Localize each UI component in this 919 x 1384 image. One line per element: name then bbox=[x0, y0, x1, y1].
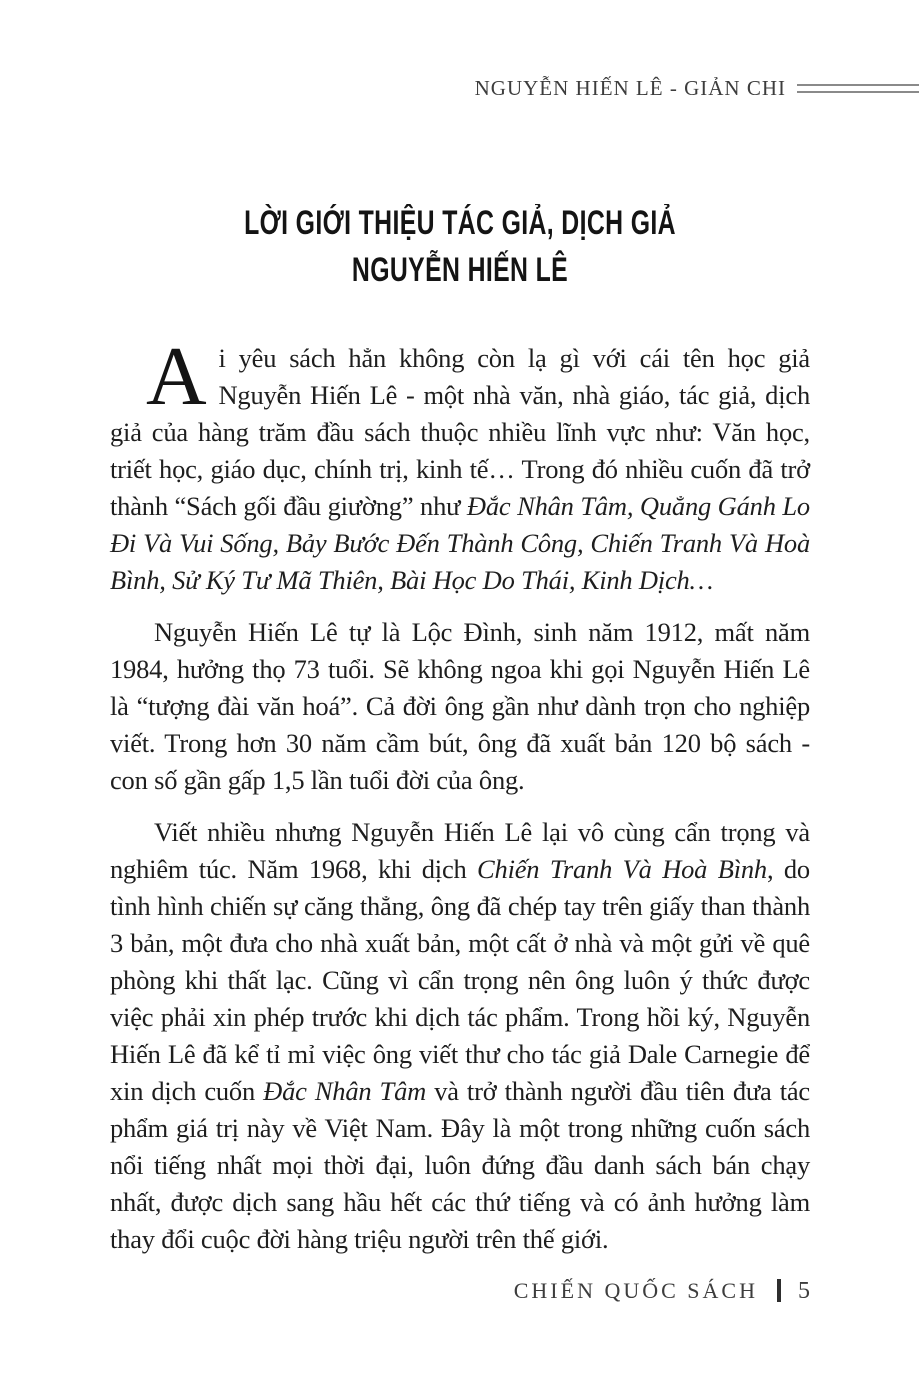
footer-separator-bar bbox=[777, 1279, 781, 1302]
page-header bbox=[0, 74, 919, 102]
text-run-italic: Chiến Tranh Và Hoà Bình bbox=[477, 854, 767, 884]
chapter-title-line-1: LỜI GIỚI THIỆU TÁC GIẢ, DỊCH GIẢ bbox=[244, 204, 676, 242]
text-run: Viết nhiều nhưng Nguyễn Hiến Lê lại vô cùng cẩn trọng và nghiêm túc. Năm 1968, khi dịch bbox=[110, 817, 810, 884]
text-run-italic: Đắc Nhân Tâm, Quẳng Gánh Lo Đi Và Vui Sống, Bảy Bước Đến Thành Công, Chiến Tranh Và Hoà Bình, Sử Ký Tư Mã Thiên, Bài Học Do Thái, Kinh Dịch… bbox=[110, 491, 810, 595]
text-run-italic: Đắc Nhân Tâm bbox=[263, 1076, 427, 1106]
page-footer bbox=[110, 1278, 810, 1305]
chapter-title-line-2: NGUYỄN HIẾN LÊ bbox=[351, 251, 569, 289]
text-run: Nguyễn Hiến Lê tự là Lộc Đình, sinh năm 1912, mất năm 1984, hưởng thọ 73 tuổi. Sẽ không ngoa khi gọi Nguyễn Hiến Lê là “tượng đài văn hoá”. Cả đời ông gần như dành trọn cho nghiệp viết. Trong hơn 30 năm cầm bút, ông đã xuất bản 120 bộ sách - con số gần gấp 1,5 lần tuổi đời của ông. bbox=[110, 617, 810, 795]
header-double-rule bbox=[797, 84, 919, 93]
paragraph bbox=[110, 330, 810, 599]
footer-book-title: CHIẾN QUỐC SÁCH bbox=[513, 1278, 758, 1303]
paragraph bbox=[110, 614, 810, 799]
text-run: i yêu sách hẳn không còn lạ gì với cái tên học giả Nguyễn Hiến Lê - một nhà văn, nhà giáo, tác giả, dịch giả của hàng trăm đầu sách thuộc nhiều lĩnh vực như: Văn học, triết học, giáo dục, chính trị, kinh tế… Trong đó nhiều cuốn đã trở thành “Sách gối đầu giường” như bbox=[110, 343, 810, 521]
paragraph bbox=[110, 814, 810, 1258]
text-run: , do tình hình chiến sự căng thẳng, ông đã chép tay trên giấy than thành 3 bản, một đưa cho nhà xuất bản, một cất ở nhà và một gửi về quê phòng khi thất lạc. Cũng vì cẩn trọng nên ông luôn ý thức được việc phải xin phép trước khi dịch tác phẩm. Trong hồi ký, Nguyễn Hiến Lê đã kể tỉ mỉ việc ông viết thư cho tác giả Dale Carnegie để xin dịch cuốn bbox=[110, 854, 810, 1106]
body-text bbox=[110, 330, 810, 1258]
text-run: và trở thành người đầu tiên đưa tác phẩm giá trị này về Việt Nam. Đây là một trong những cuốn sách nổi tiếng nhất mọi thời đại, luôn đứng đầu danh sách bán chạy nhất, được dịch sang hầu hết các thứ tiếng và có ảnh hưởng làm thay đổi cuộc đời hàng triệu người trên thế giới. bbox=[110, 1076, 810, 1254]
dropcap: A bbox=[146, 330, 207, 423]
chapter-title bbox=[205, 200, 716, 294]
footer-page-number: 5 bbox=[798, 1278, 810, 1304]
running-head: NGUYỄN HIẾN LÊ - GIẢN CHI bbox=[474, 76, 786, 100]
